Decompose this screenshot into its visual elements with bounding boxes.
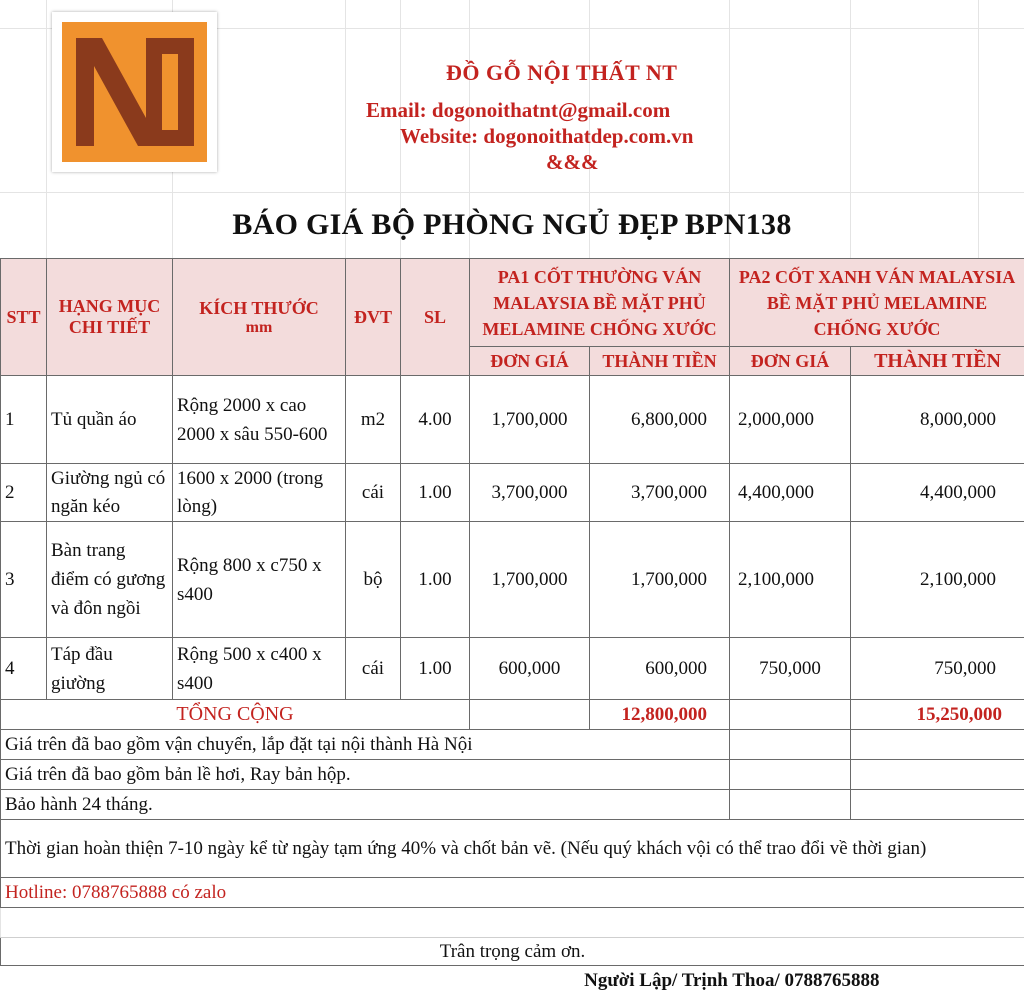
cell-unit: cái — [346, 464, 401, 522]
cell-stt: 4 — [1, 638, 47, 700]
cell-qty: 1.00 — [401, 522, 470, 638]
cell-pa2-amount: 8,000,000 — [851, 376, 1024, 464]
note-text: Giá trên đã bao gồm vận chuyển, lắp đặt tại nội thành Hà Nội — [1, 730, 730, 760]
thanks-row — [1, 938, 1024, 966]
cell-pa2-price: 4,400,000 — [730, 464, 851, 522]
cell-pa2-amount: 4,400,000 — [851, 464, 1024, 522]
cell-stt: 3 — [1, 522, 47, 638]
hotline-text[interactable]: Hotline: 0788765888 có zalo — [1, 878, 1024, 908]
cell-pa1-price: 1,700,000 — [470, 522, 590, 638]
cell-pa2-amount: 2,100,000 — [851, 522, 1024, 638]
cell-pa2-price: 2,100,000 — [730, 522, 851, 638]
cell-qty: 4.00 — [401, 376, 470, 464]
grid-line — [0, 192, 1024, 193]
note-text: Thời gian hoàn thiện 7-10 ngày kể từ ngày tạm ứng 40% và chốt bản vẽ. (Nếu quý khách vội có thể trao đổi về thời gian) — [1, 820, 1024, 878]
header-pa1-unit-price: ĐƠN GIÁ — [470, 347, 590, 376]
note-text: Bảo hành 24 tháng. — [1, 790, 730, 820]
header-qty: SL — [401, 259, 470, 376]
company-logo — [52, 12, 217, 172]
note-empty-cell — [851, 790, 1024, 820]
cell-pa2-price: 750,000 — [730, 638, 851, 700]
note-row — [1, 790, 1024, 820]
header-pa2-amount: THÀNH TIỀN — [851, 347, 1024, 376]
total-empty-cell — [730, 700, 851, 730]
cell-unit: cái — [346, 638, 401, 700]
total-empty-cell — [470, 700, 590, 730]
table-row — [1, 638, 1024, 700]
note-row — [1, 820, 1024, 878]
note-row — [1, 730, 1024, 760]
note-empty-cell — [851, 760, 1024, 790]
cell-item: Táp đầu giường — [47, 638, 173, 700]
cell-item: Bàn trang điểm có gương và đôn ngồi — [47, 522, 173, 638]
total-row — [1, 700, 1024, 730]
cell-item: Giường ngủ có ngăn kéo — [47, 464, 173, 522]
table-row — [1, 464, 1024, 522]
header-item: HẠNG MỤC CHI TIẾT — [47, 259, 173, 376]
header-stt: STT — [1, 259, 47, 376]
note-row — [1, 760, 1024, 790]
logo-mark-icon — [62, 22, 207, 162]
note-empty-cell — [730, 730, 851, 760]
hotline-row — [1, 878, 1024, 908]
total-pa2: 15,250,000 — [851, 700, 1024, 730]
note-empty-cell — [730, 760, 851, 790]
signature-text: Người Lập/ Trịnh Thoa/ 0788765888 — [584, 969, 880, 991]
header-size-label: KÍCH THƯỚC — [199, 297, 319, 318]
header-pa1: PA1 CỐT THƯỜNG VÁN MALAYSIA BỀ MẶT PHỦ MELAMINE CHỐNG XƯỚC — [470, 259, 730, 347]
cell-size: Rộng 2000 x cao 2000 x sâu 550-600 — [173, 376, 346, 464]
note-text: Giá trên đã bao gồm bản lề hơi, Ray bản hộp. — [1, 760, 730, 790]
signature-row — [1, 966, 1024, 996]
cell-pa1-amount: 600,000 — [590, 638, 730, 700]
cell-pa1-price: 1,700,000 — [470, 376, 590, 464]
cell-qty: 1.00 — [401, 638, 470, 700]
cell-pa1-price: 3,700,000 — [470, 464, 590, 522]
quotation-table — [0, 258, 1024, 996]
header-pa2-unit-price: ĐƠN GIÁ — [730, 347, 851, 376]
cell-pa1-amount: 3,700,000 — [590, 464, 730, 522]
cell-stt: 2 — [1, 464, 47, 522]
table-row — [1, 376, 1024, 464]
cell-item: Tủ quần áo — [47, 376, 173, 464]
note-empty-cell — [851, 730, 1024, 760]
header-pa2: PA2 CỐT XANH VÁN MALAYSIA BỀ MẶT PHỦ MELAMINE CHỐNG XƯỚC — [730, 259, 1024, 347]
cell-stt: 1 — [1, 376, 47, 464]
company-website[interactable]: Website: dogonoithatdep.com.vn — [400, 124, 694, 148]
header-unit: ĐVT — [346, 259, 401, 376]
cell-pa1-amount: 1,700,000 — [590, 522, 730, 638]
header-pa1-amount: THÀNH TIỀN — [590, 347, 730, 376]
total-pa1: 12,800,000 — [590, 700, 730, 730]
cell-unit: bộ — [346, 522, 401, 638]
blank-cell — [1, 908, 1024, 938]
cell-size: 1600 x 2000 (trong lòng) — [173, 464, 346, 522]
cell-pa1-price: 600,000 — [470, 638, 590, 700]
header-size-unit: mm — [245, 318, 273, 336]
table-row — [1, 522, 1024, 638]
thanks-text: Trân trọng cảm ơn. — [1, 938, 1024, 966]
cell-unit: m2 — [346, 376, 401, 464]
page-title: BÁO GIÁ BỘ PHÒNG NGỦ ĐẸP BPN138 — [232, 208, 792, 241]
blank-row — [1, 908, 1024, 938]
company-email[interactable]: Email: dogonoithatnt@gmail.com — [366, 98, 671, 122]
cell-pa1-amount: 6,800,000 — [590, 376, 730, 464]
cell-pa2-amount: 750,000 — [851, 638, 1024, 700]
company-separator: &&& — [546, 150, 599, 174]
cell-pa2-price: 2,000,000 — [730, 376, 851, 464]
note-empty-cell — [730, 790, 851, 820]
cell-size: Rộng 500 x c400 x s400 — [173, 638, 346, 700]
cell-size: Rộng 800 x c750 x s400 — [173, 522, 346, 638]
cell-qty: 1.00 — [401, 464, 470, 522]
company-name: ĐỒ GỖ NỘI THẤT NT — [446, 60, 678, 85]
total-label: TỔNG CỘNG — [1, 700, 470, 730]
header-size — [173, 259, 346, 376]
